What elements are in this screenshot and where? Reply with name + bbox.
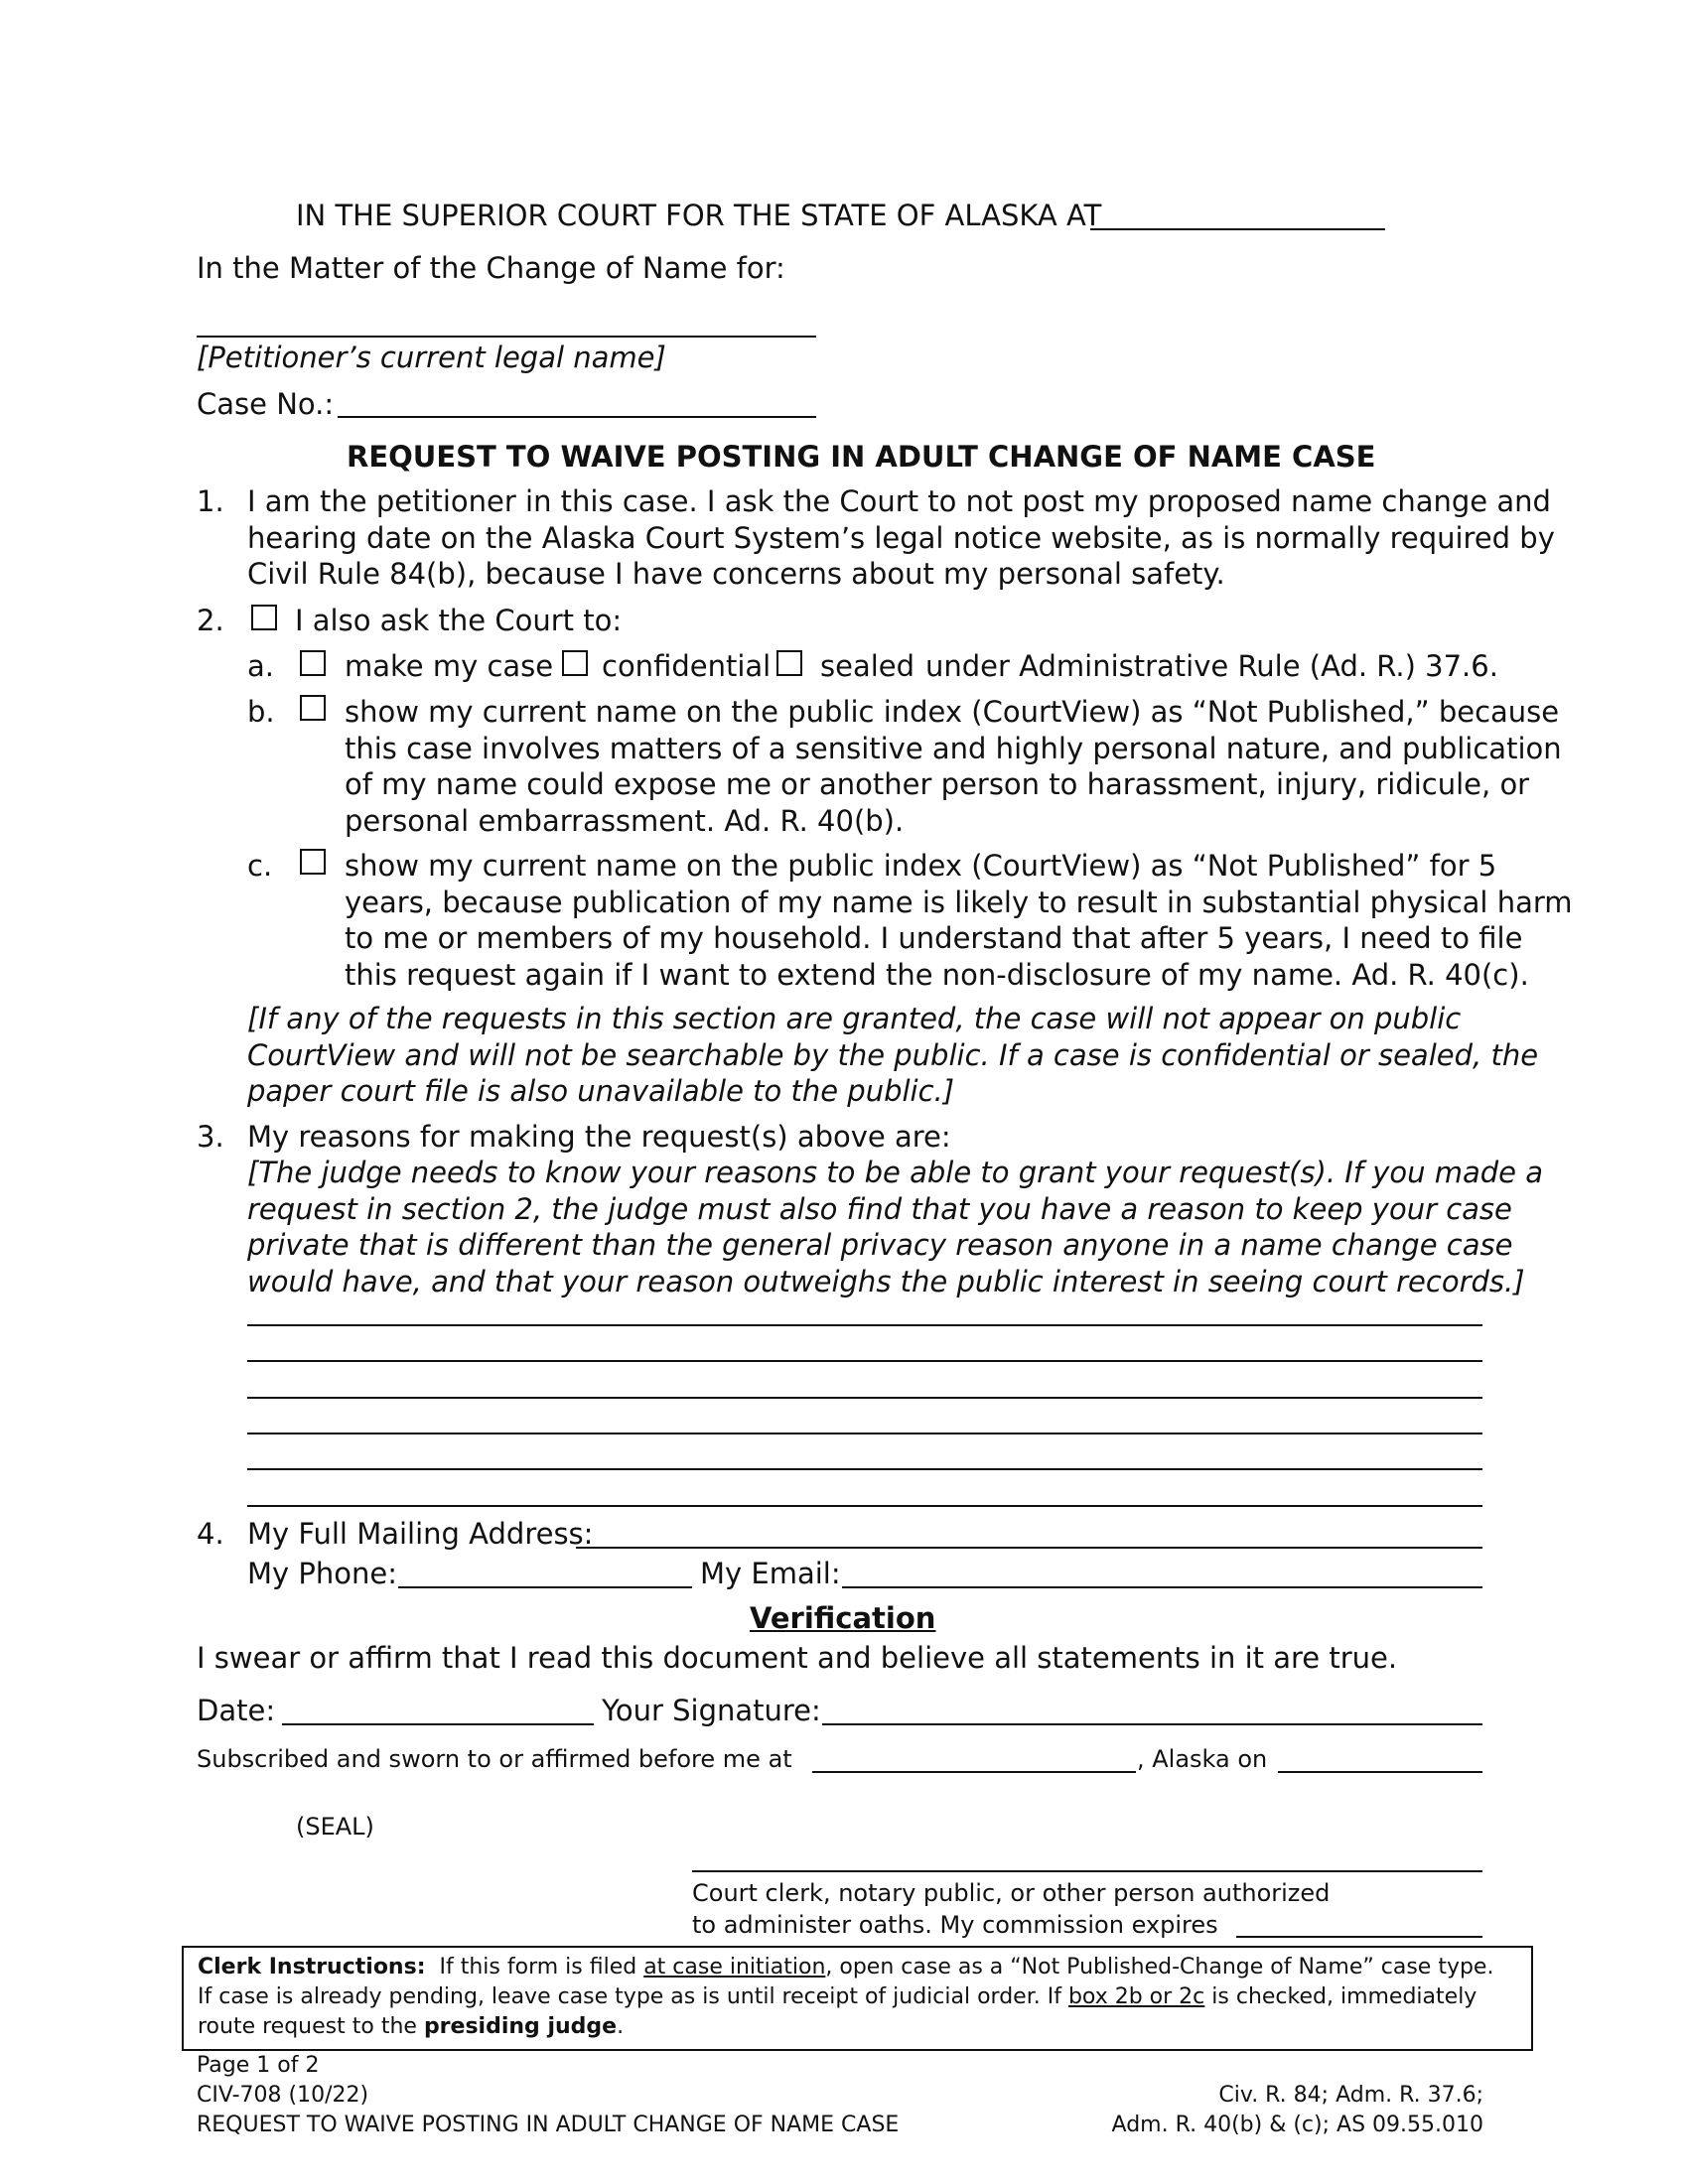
section-2c-letter: c. (247, 849, 273, 883)
reason-line[interactable] (247, 1397, 1482, 1399)
signature-label: Your Signature: (602, 1694, 821, 1727)
email-label: My Email: (700, 1557, 841, 1590)
reason-line[interactable] (247, 1433, 1482, 1434)
form-number: CIV-708 (10/22) (197, 2083, 369, 2108)
matter-label: In the Matter of the Change of Name for: (197, 251, 785, 285)
signature-line[interactable] (822, 1723, 1482, 1725)
section-1-line: I am the petitioner in this case. I ask the Court to not post my proposed name change and (247, 484, 1551, 518)
clerk-text: . (617, 2014, 625, 2039)
verification-statement: I swear or affirm that I read this document and believe all statements in it are true. (197, 1641, 1398, 1675)
sworn-date-line[interactable] (1278, 1771, 1482, 1773)
clerk-text: If this form is filed (439, 1955, 637, 1979)
clerk-text: , open case as a “Not Published-Change of Name” case type. (825, 1955, 1494, 1979)
section-1-number: 1. (197, 484, 224, 518)
section-2b-letter: b. (247, 695, 275, 729)
confidential-label: confidential (602, 649, 772, 683)
section-2c-line: years, because publication of my name is likely to result in substantial physical harm (345, 885, 1573, 919)
section-3-note (247, 1155, 1543, 1299)
sealed-checkbox[interactable] (776, 650, 802, 676)
page-title: REQUEST TO WAIVE POSTING IN ADULT CHANGE OF NAME CASE (347, 440, 1376, 474)
section-2-number: 2. (197, 604, 224, 637)
section-2c-text (345, 848, 1573, 993)
phone-label: My Phone: (247, 1557, 398, 1590)
make-my-case-label: make my case (345, 649, 554, 683)
section-2-note (247, 1001, 1538, 1110)
subscribed-label: Subscribed and sworn to or affirmed before me at (197, 1745, 792, 1773)
section-2c-line: to me or members of my household. I understand that after 5 years, I need to file (345, 921, 1523, 955)
clerk-instructions-line-3 (198, 2012, 1517, 2042)
clerk-instructions-line-2 (198, 1982, 1517, 2012)
clerk-text-underlined: at case initiation (643, 1955, 826, 1979)
section-2b-text (345, 694, 1562, 839)
court-title: IN THE SUPERIOR COURT FOR THE STATE OF ALASKA AT (296, 199, 1102, 232)
section-2-note-line: [If any of the requests in this section are granted, the case will not appear on public (247, 1002, 1462, 1035)
section-2c-checkbox[interactable] (300, 849, 326, 875)
section-2b-line: show my current name on the public index (CourtView) as “Not Published,” because (345, 695, 1560, 729)
clerk-instructions-label: Clerk Instructions: (198, 1955, 426, 1979)
clerk-text-underlined: box 2b or 2c (1067, 1984, 1205, 2009)
reason-line[interactable] (247, 1468, 1482, 1470)
section-2c-line: show my current name on the public index (CourtView) as “Not Published” for 5 (345, 849, 1497, 883)
email-line[interactable] (842, 1586, 1482, 1588)
make-my-case-checkbox[interactable] (300, 650, 326, 676)
petitioner-label: [Petitioner’s current legal name] (197, 341, 666, 374)
reason-line[interactable] (247, 1505, 1482, 1507)
clerk-text-bold: presiding judge (423, 2014, 618, 2039)
address-label: My Full Mailing Address: (247, 1517, 594, 1551)
clerk-instructions-line-1 (198, 1953, 1517, 1982)
section-1-line: hearing date on the Alaska Court System’s legal notice website, as is normally required by (247, 520, 1555, 555)
section-3-note-line: private that is different than the general privacy reason anyone in a name change case (247, 1228, 1513, 1262)
section-2b-line: this case involves matters of a sensitive and highly personal nature, and publication (345, 731, 1562, 765)
clerk-signature-line[interactable] (692, 1870, 1482, 1872)
clerk-authorization-line-2: to administer oaths. My commission expires (692, 1911, 1218, 1939)
clerk-instructions-box (182, 1946, 1533, 2051)
seal-label: (SEAL) (296, 1813, 374, 1841)
sworn-location-line[interactable] (812, 1771, 1136, 1773)
section-2b-checkbox[interactable] (300, 695, 326, 721)
section-2a-letter: a. (247, 649, 274, 683)
clerk-authorization-line-1: Court clerk, notary public, or other person authorized (692, 1879, 1331, 1907)
verification-heading: Verification (750, 1601, 936, 1635)
section-3-text: My reasons for making the request(s) above are: (247, 1120, 951, 1154)
section-2c-line: this request again if I want to extend the non-disclosure of my name. Ad. R. 40(c). (345, 957, 1529, 992)
footer-form-title: REQUEST TO WAIVE POSTING IN ADULT CHANGE OF NAME CASE (197, 2113, 900, 2137)
clerk-text: If case is already pending, leave case type as is until receipt of judicial order. If (198, 1984, 1061, 2009)
section-2-note-line: paper court file is also unavailable to the public.] (247, 1074, 955, 1108)
page-number: Page 1 of 2 (197, 2053, 320, 2078)
petitioner-name-line[interactable] (197, 336, 816, 338)
confidential-checkbox[interactable] (562, 650, 588, 676)
date-label: Date: (197, 1694, 276, 1727)
reason-line[interactable] (247, 1324, 1482, 1326)
section-2a-rule: under Administrative Rule (Ad. R.) 37.6. (925, 649, 1498, 683)
section-1-text (247, 483, 1555, 593)
clerk-text: is checked, immediately (1211, 1984, 1477, 2009)
section-3-number: 3. (197, 1120, 224, 1154)
reason-line[interactable] (247, 1360, 1482, 1362)
section-1-line: Civil Rule 84(b), because I have concerns about my personal safety. (247, 557, 1225, 591)
sealed-label: sealed (820, 649, 915, 683)
court-location-line[interactable] (1090, 228, 1385, 230)
section-2b-line: of my name could expose me or another person to harassment, injury, ridicule, or (345, 767, 1530, 801)
section-2-checkbox[interactable] (251, 605, 277, 630)
section-3-note-line: request in section 2, the judge must also find that you have a reason to keep your case (247, 1191, 1512, 1226)
address-line[interactable] (576, 1547, 1482, 1549)
section-3-note-line: would have, and that your reason outweighs the public interest in seeing court records.] (247, 1264, 1525, 1298)
section-3-note-line: [The judge needs to know your reasons to be able to grant your request(s). If you made a (247, 1156, 1543, 1189)
case-no-label: Case No.: (197, 387, 335, 421)
footer-rules-1: Civ. R. 84; Adm. R. 37.6; (1218, 2083, 1483, 2108)
date-line[interactable] (282, 1723, 594, 1725)
section-2b-line: personal embarrassment. Ad. R. 40(b). (345, 803, 905, 838)
phone-line[interactable] (398, 1586, 692, 1588)
alaska-on-label: , Alaska on (1137, 1745, 1268, 1773)
commission-expires-line[interactable] (1236, 1936, 1482, 1938)
section-4-number: 4. (197, 1517, 224, 1551)
section-2-note-line: CourtView and will not be searchable by the public. If a case is confidential or sealed, the (247, 1037, 1539, 1072)
footer-rules-2: Adm. R. 40(b) & (c); AS 09.55.010 (1111, 2113, 1483, 2137)
clerk-text: route request to the (198, 2014, 417, 2039)
case-no-line[interactable] (338, 416, 816, 418)
section-2-text: I also ask the Court to: (295, 604, 623, 637)
